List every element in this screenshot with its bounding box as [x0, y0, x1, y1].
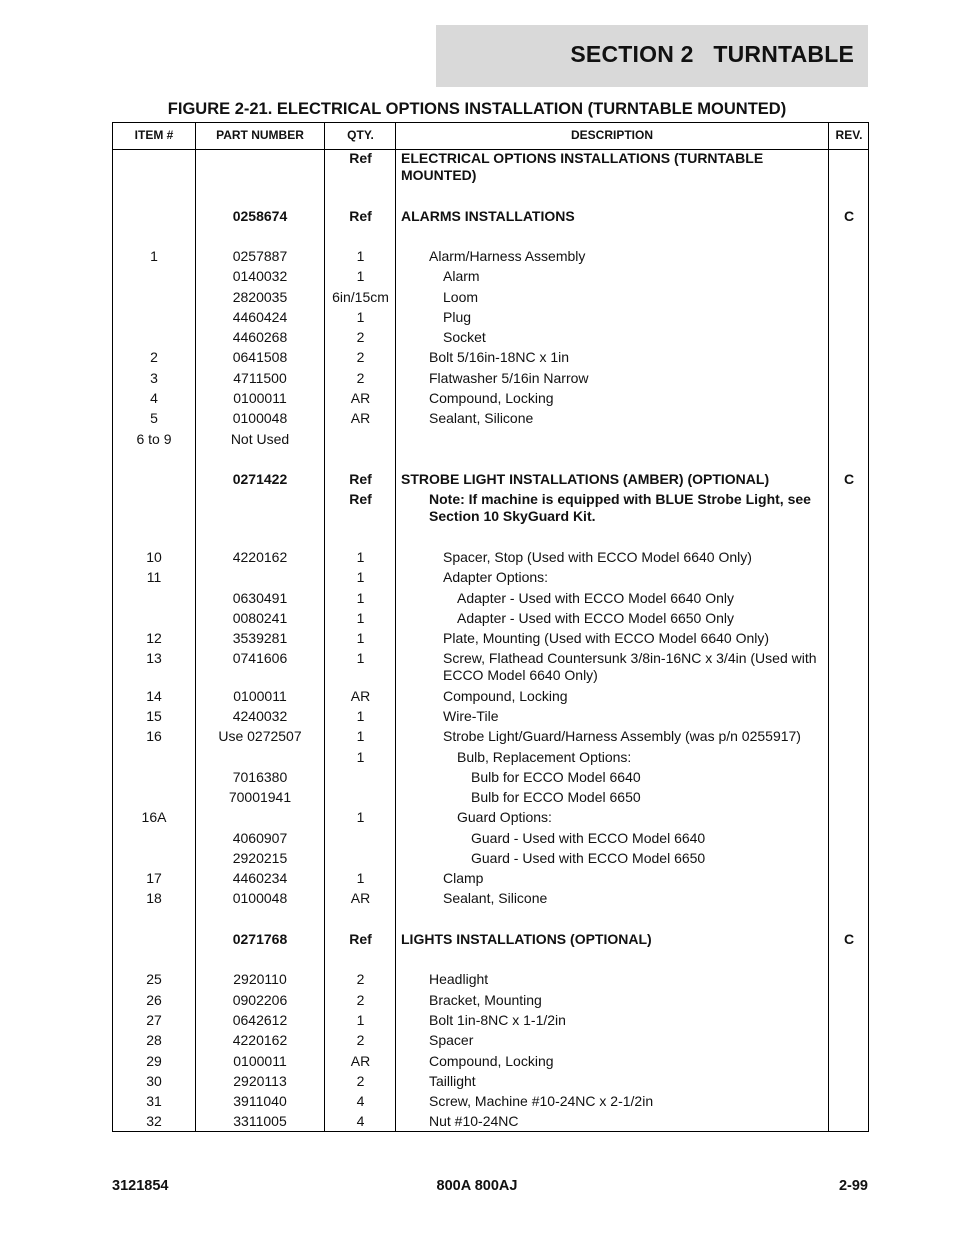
qty-cell: 1 [356, 569, 365, 585]
item-number-cell: 17 [146, 870, 162, 886]
part-number-cell: 0258674 [232, 208, 288, 224]
description-cell: LIGHTS INSTALLATIONS (OPTIONAL) [401, 931, 652, 947]
column-header-description: DESCRIPTION [570, 128, 653, 142]
qty-cell: 2 [356, 1032, 365, 1048]
description-cell: Compound, Locking [443, 688, 568, 704]
description-cell: Spacer, Stop (Used with ECCO Model 6640 Only) [443, 549, 752, 565]
column-divider [828, 123, 829, 1131]
item-number-cell: 26 [146, 992, 162, 1008]
description-cell: Plug [443, 309, 472, 325]
rev-cell: C [843, 208, 855, 224]
description-cell: Wire-Tile [443, 708, 499, 724]
qty-cell: Ref [349, 931, 372, 947]
item-number-cell: 18 [146, 890, 162, 906]
description-cell: Screw, Flathead Countersunk 3/8in-16NC x 3/4in (Used with ECCO Model 6640 Only) [443, 650, 817, 683]
qty-cell: 1 [356, 549, 365, 565]
item-number-cell: 14 [146, 688, 162, 704]
part-number-cell: 4220162 [232, 1032, 288, 1048]
qty-cell: 6in/15cm [332, 289, 389, 305]
part-number-cell: 0100048 [232, 890, 288, 906]
part-number-cell: 2920110 [233, 971, 287, 987]
part-number-cell: 2820035 [232, 289, 288, 305]
footer-page-number: 2-99 [838, 1178, 868, 1194]
item-number-cell: 28 [146, 1032, 162, 1048]
rev-cell: C [843, 931, 855, 947]
item-number-cell: 15 [146, 708, 162, 724]
qty-cell: 2 [356, 992, 365, 1008]
part-number-cell: 0641508 [232, 349, 288, 365]
part-number-cell: 2920215 [232, 850, 288, 866]
parts-table [112, 122, 869, 1132]
qty-cell: AR [350, 688, 371, 704]
part-number-cell: 0080241 [232, 610, 288, 626]
item-number-cell: 16A [141, 809, 167, 825]
description-cell: Guard Options: [457, 809, 552, 825]
item-number-cell: 30 [146, 1073, 162, 1089]
item-number-cell: 12 [146, 630, 162, 646]
description-cell: Guard - Used with ECCO Model 6650 [471, 850, 706, 866]
qty-cell: 1 [356, 870, 365, 886]
qty-cell: 1 [356, 708, 365, 724]
qty-cell: Ref [349, 150, 372, 166]
item-number-cell: 6 to 9 [136, 431, 172, 447]
description-cell: Note: If machine is equipped with BLUE Strobe Light, see Section 10 SkyGuard Kit. [429, 491, 811, 524]
description-cell: Socket [443, 329, 486, 345]
qty-cell: 1 [356, 728, 365, 744]
qty-cell: 2 [356, 349, 365, 365]
item-number-cell: 16 [146, 728, 162, 744]
description-cell: Bulb for ECCO Model 6650 [471, 789, 641, 805]
qty-cell: 2 [356, 329, 365, 345]
qty-cell: Ref [349, 491, 372, 507]
item-number-cell: 31 [146, 1093, 162, 1109]
part-number-cell: 0140032 [232, 268, 288, 284]
section-title: SECTION 2 TURNTABLE [570, 41, 854, 67]
description-cell: Alarm/Harness Assembly [429, 248, 586, 264]
description-cell: ALARMS INSTALLATIONS [401, 208, 575, 224]
part-number-cell: 3911040 [233, 1093, 287, 1109]
column-header-part-number: PART NUMBER [216, 128, 304, 142]
qty-cell: 1 [356, 630, 365, 646]
part-number-cell: 4460268 [232, 329, 288, 345]
column-header-qty: QTY. [347, 128, 374, 142]
description-cell: Sealant, Silicone [443, 890, 548, 906]
qty-cell: AR [350, 1053, 371, 1069]
part-number-cell: 0630491 [232, 590, 288, 606]
qty-cell: 1 [356, 610, 365, 626]
part-number-cell: 0642612 [232, 1012, 288, 1028]
item-number-cell: 29 [146, 1053, 162, 1069]
description-cell: Adapter - Used with ECCO Model 6640 Only [457, 590, 735, 606]
part-number-cell: 0902206 [232, 992, 288, 1008]
item-number-cell: 32 [146, 1113, 162, 1129]
item-number-cell: 25 [146, 971, 162, 987]
qty-cell: 2 [356, 971, 365, 987]
qty-cell: AR [350, 890, 371, 906]
part-number-cell: 4060907 [232, 830, 288, 846]
description-cell: Guard - Used with ECCO Model 6640 [471, 830, 706, 846]
item-number-cell: 2 [150, 349, 158, 365]
part-number-cell: 3539281 [232, 630, 288, 646]
qty-cell: 1 [356, 749, 365, 765]
part-number-cell: Not Used [230, 431, 290, 447]
description-cell: Loom [443, 289, 479, 305]
item-number-cell: 10 [146, 549, 162, 565]
part-number-cell: 0271768 [232, 931, 288, 947]
description-cell: Adapter - Used with ECCO Model 6650 Only [457, 610, 735, 626]
description-cell: Adapter Options: [443, 569, 549, 585]
qty-cell: 1 [356, 268, 365, 284]
qty-cell: 2 [356, 370, 365, 386]
qty-cell: 2 [356, 1073, 365, 1089]
part-number-cell: 0271422 [232, 471, 288, 487]
description-cell: Flatwasher 5/16in Narrow [429, 370, 589, 386]
qty-cell: AR [350, 410, 371, 426]
part-number-cell: 3311005 [233, 1113, 287, 1129]
qty-cell: AR [350, 390, 371, 406]
qty-cell: 1 [356, 809, 365, 825]
description-cell: Headlight [429, 971, 489, 987]
description-cell: Compound, Locking [429, 1053, 554, 1069]
description-cell: Nut #10-24NC [429, 1113, 519, 1129]
qty-cell: 4 [356, 1093, 365, 1109]
part-number-cell: 0100048 [232, 410, 288, 426]
description-cell: Screw, Machine #10-24NC x 2-1/2in [429, 1093, 654, 1109]
section-header-band [436, 25, 868, 87]
part-number-cell: 4460424 [232, 309, 288, 325]
qty-cell: 1 [356, 248, 365, 264]
description-cell: Bulb, Replacement Options: [457, 749, 632, 765]
description-cell: Compound, Locking [429, 390, 554, 406]
description-cell: Spacer [429, 1032, 474, 1048]
description-cell: Clamp [443, 870, 484, 886]
qty-cell: 1 [356, 590, 365, 606]
description-cell: Sealant, Silicone [429, 410, 534, 426]
part-number-cell: 4460234 [232, 870, 288, 886]
qty-cell: 1 [356, 1012, 365, 1028]
qty-cell: 1 [356, 650, 365, 666]
description-cell: STROBE LIGHT INSTALLATIONS (AMBER) (OPTIONAL) [401, 471, 770, 487]
description-cell: Taillight [429, 1073, 476, 1089]
description-cell: ELECTRICAL OPTIONS INSTALLATIONS (TURNTABLE MOUNTED) [401, 150, 764, 183]
description-cell: Strobe Light/Guard/Harness Assembly (was p/n 0255917) [443, 728, 801, 744]
qty-cell: Ref [349, 471, 372, 487]
item-number-cell: 27 [146, 1012, 162, 1028]
figure-title: FIGURE 2-21. ELECTRICAL OPTIONS INSTALLATION (TURNTABLE MOUNTED) [167, 100, 787, 118]
item-number-cell: 5 [150, 410, 158, 426]
item-number-cell: 11 [146, 569, 162, 585]
column-header-rev: REV. [835, 128, 863, 142]
part-number-cell: 2920113 [233, 1073, 287, 1089]
item-number-cell: 3 [150, 370, 158, 386]
qty-cell: Ref [349, 208, 372, 224]
description-cell: Bolt 5/16in-18NC x 1in [429, 349, 570, 365]
column-header-item: ITEM # [134, 128, 174, 142]
part-number-cell: 0257887 [232, 248, 288, 264]
rev-cell: C [843, 471, 855, 487]
footer-doc-number: 3121854 [112, 1178, 169, 1194]
item-number-cell: 4 [150, 390, 158, 406]
part-number-cell: 4220162 [232, 549, 288, 565]
part-number-cell: 7016380 [232, 769, 288, 785]
part-number-cell: 0100011 [233, 688, 287, 704]
item-number-cell: 1 [150, 248, 158, 264]
part-number-cell: 0741606 [232, 650, 288, 666]
description-cell: Alarm [443, 268, 480, 284]
part-number-cell: 4240032 [232, 708, 288, 724]
description-cell: Bolt 1in-8NC x 1-1/2in [429, 1012, 566, 1028]
qty-cell: 1 [356, 309, 365, 325]
part-number-cell: 4711500 [233, 370, 287, 386]
description-cell: Plate, Mounting (Used with ECCO Model 6640 Only) [443, 630, 770, 646]
part-number-cell: Use 0272507 [218, 728, 302, 744]
part-number-cell: 70001941 [228, 789, 292, 805]
part-number-cell: 0100011 [233, 390, 287, 406]
footer-models: 800A 800AJ [436, 1178, 518, 1194]
description-cell: Bulb for ECCO Model 6640 [471, 769, 641, 785]
item-number-cell: 13 [146, 650, 162, 666]
part-number-cell: 0100011 [233, 1053, 287, 1069]
description-cell: Bracket, Mounting [429, 992, 542, 1008]
qty-cell: 4 [356, 1113, 365, 1129]
